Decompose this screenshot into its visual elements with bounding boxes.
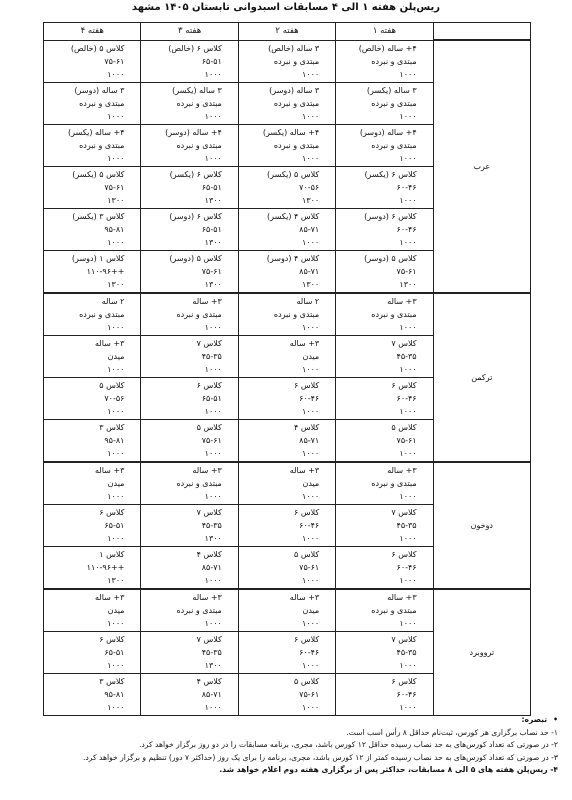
race-category: ۳+ ساله [289, 465, 320, 475]
race-category: کلاس ۶ [294, 507, 320, 517]
race-distance: ۱۰۰۰ [204, 702, 222, 712]
race-distance: ۱۰۰۰ [204, 491, 222, 501]
race-cell [336, 82, 433, 124]
race-distance: ۱۳۰۰ [204, 279, 222, 289]
race-rating: مبتدی و نبرده [176, 98, 222, 108]
race-category: کلاس ۳ (یکسر) [72, 211, 125, 221]
table-row [44, 589, 531, 632]
race-category: ۳+ ساله [192, 592, 222, 602]
race-distance: ۱۳۰۰ [204, 195, 222, 205]
race-cell [44, 124, 141, 166]
race-rating: ۶۰-۴۶ [299, 647, 320, 657]
race-distance: ۱۰۰۰ [107, 237, 125, 247]
race-cell [336, 631, 433, 673]
race-category: ۴+ ساله (یکسر) [262, 127, 320, 137]
race-category: ۳ ساله (خالص) [268, 43, 320, 53]
race-category: کلاس ۴ (یکسر) [267, 211, 320, 221]
race-category: کلاس ۶ [391, 676, 417, 686]
bullet-icon: • [553, 715, 558, 724]
notes-section [12, 714, 558, 777]
race-category: کلاس ۵ (یکسر) [267, 169, 320, 179]
race-cell [336, 462, 433, 505]
race-cell [141, 335, 238, 377]
race-distance: ۱۰۰۰ [302, 702, 320, 712]
race-category: ۳+ ساله [289, 592, 320, 602]
race-distance: ۱۰۰۰ [107, 111, 125, 121]
race-rating: ۶۰-۴۶ [299, 393, 320, 403]
race-cell [238, 208, 335, 250]
race-rating: میدن [107, 605, 125, 615]
race-category: ۳+ ساله [95, 338, 125, 348]
race-rating: ۶۰-۴۶ [396, 562, 417, 572]
race-cell [44, 631, 141, 673]
week-3-header: هفته ۳ [141, 23, 238, 41]
race-rating: ۸۵-۷۱ [201, 562, 222, 572]
race-cell [141, 82, 238, 124]
race-cell [141, 250, 238, 293]
race-cell [44, 82, 141, 124]
race-rating: مبتدی و نبرده [79, 140, 125, 150]
race-distance: ۱۰۰۰ [399, 448, 417, 458]
race-category: ۳ ساله (یکسر) [172, 85, 222, 95]
note-line-4: ۴- ریس‌پلن هفته های ۵ الی ۸ مسابقات، حداکثر پس از برگزاری هفته دوم اعلام خواهد شد. [219, 765, 558, 774]
race-category: کلاس ۶ (دوسر) [169, 211, 222, 221]
race-distance: ۱۰۰۰ [399, 575, 417, 585]
race-category: کلاس ۷ [196, 507, 222, 517]
race-category: ۳+ ساله [95, 465, 125, 475]
race-category: ۴+ ساله (خالص) [358, 43, 417, 53]
race-distance: ۱۰۰۰ [204, 618, 222, 628]
race-distance: ۱۳۰۰ [107, 575, 125, 585]
race-rating: مبتدی و نبرده [371, 309, 417, 319]
race-cell [44, 293, 141, 336]
race-cell [336, 504, 433, 546]
race-cell [238, 166, 335, 208]
race-category: کلاس ۶ [391, 380, 417, 390]
race-distance: ۱۰۰۰ [204, 69, 222, 79]
race-distance: ۱۰۰۰ [302, 448, 320, 458]
race-distance: ۱۰۰۰ [399, 618, 417, 628]
week-2-header: هفته ۲ [238, 23, 335, 41]
race-distance: ۱۳۰۰ [204, 660, 222, 670]
race-distance: ۱۰۰۰ [302, 153, 320, 163]
race-category: ۳+ ساله [387, 296, 417, 306]
race-rating: ۹۵-۸۱ [104, 224, 125, 234]
race-category: کلاس ۱ (دوسر) [71, 253, 125, 263]
race-rating: مبتدی و نبرده [273, 56, 320, 66]
race-distance: ۱۰۰۰ [399, 702, 417, 712]
race-category: کلاس ۵ (خالص) [70, 43, 125, 53]
race-distance: ۱۰۰۰ [302, 364, 320, 374]
race-category: کلاس ۵ (دوسر) [364, 253, 417, 263]
notes-heading-text: تبصره: [521, 715, 548, 724]
race-cell [336, 673, 433, 715]
race-cell [141, 631, 238, 673]
race-distance: ۱۰۰۰ [399, 69, 417, 79]
race-rating: ۸۵-۷۱ [299, 435, 320, 445]
race-category: کلاس ۵ [294, 676, 320, 686]
race-cell [336, 208, 433, 250]
race-distance: ۱۰۰۰ [204, 406, 222, 416]
race-distance: ۱۰۰۰ [107, 69, 125, 79]
race-rating: مبتدی و نبرده [371, 605, 417, 615]
race-cell [238, 631, 335, 673]
race-rating: میدن [107, 351, 125, 361]
race-cell [44, 546, 141, 589]
race-distance: ۱۰۰۰ [399, 111, 417, 121]
race-cell [238, 293, 335, 336]
race-category: کلاس ۳ [99, 676, 125, 686]
race-cell [238, 462, 335, 505]
race-cell [141, 546, 238, 589]
breed-label: ترووبرد [433, 589, 530, 716]
race-category: ۳+ ساله [289, 338, 320, 348]
race-category: کلاس ۶ (دوسر) [364, 211, 417, 221]
race-rating: میدن [302, 605, 320, 615]
race-distance: ۱۰۰۰ [204, 448, 222, 458]
race-category: کلاس ۷ [391, 507, 417, 517]
race-distance: ۱۰۰۰ [399, 153, 417, 163]
race-cell [238, 504, 335, 546]
race-distance: ۱۳۰۰ [204, 237, 222, 247]
race-cell [238, 335, 335, 377]
race-distance: ۱۰۰۰ [107, 364, 125, 374]
race-category: کلاس ۶ [294, 380, 320, 390]
table-row [44, 40, 531, 82]
race-rating: ۴۵-۳۵ [201, 351, 222, 361]
race-category: کلاس ۶ [196, 380, 222, 390]
race-cell [336, 124, 433, 166]
race-cell [141, 208, 238, 250]
race-cell [141, 589, 238, 632]
race-rating: ۴۵-۳۵ [396, 647, 417, 657]
race-category: کلاس ۶ [99, 507, 125, 517]
race-distance: ۱۰۰۰ [399, 237, 417, 247]
race-rating: مبتدی و نبرده [176, 309, 222, 319]
breed-label: عرب [433, 40, 530, 293]
race-distance: ۱۰۰۰ [107, 491, 125, 501]
race-cell [141, 124, 238, 166]
race-rating: ۸۵-۷۱ [201, 689, 222, 699]
race-distance: ۱۰۰۰ [399, 406, 417, 416]
race-rating: ۷۰-۵۶ [104, 393, 125, 403]
race-cell [44, 462, 141, 505]
race-rating: مبتدی و نبرده [79, 309, 125, 319]
race-cell [336, 40, 433, 82]
page-title: ریس‌پلن هفته ۱ الی ۴ مسابقات اسبدوانی تابستان ۱۴۰۵ مشهد [131, 2, 441, 13]
race-rating: ۶۰-۴۶ [396, 182, 417, 192]
race-category: ۳+ ساله [95, 592, 125, 602]
race-category: کلاس ۶ (خالص) [168, 43, 222, 53]
note-line-3: ۳- در صورتی که تعداد کورس‌های به حد نصاب رسیده کمتر از ۱۲ کورس باشد، مجری، برنامه را برای یک روز (حداکثر ۷ دور) تنظیم و برگزار خواهد کرد. [82, 752, 558, 762]
race-distance: ۱۰۰۰ [107, 406, 125, 416]
race-rating: مبتدی و نبرده [79, 98, 125, 108]
race-distance: ۱۰۰۰ [302, 660, 320, 670]
race-distance: ۱۰۰۰ [204, 153, 222, 163]
race-category: کلاس ۶ (یکسر) [169, 169, 222, 179]
race-category: ۳ ساله (دوسر) [269, 85, 320, 95]
race-rating: ۶۰-۴۶ [396, 689, 417, 699]
race-rating: میدن [302, 351, 320, 361]
race-cell [336, 589, 433, 632]
race-rating: ۶۰-۴۶ [396, 224, 417, 234]
race-distance: ۱۰۰۰ [107, 153, 125, 163]
note-line-2: ۲- در صورتی که تعداد کورس‌های به حد نصاب رسیده حداقل ۱۲ کورس باشد، مجری، برنامه مسابقات را در دو روز برگزار خواهد کرد. [139, 740, 558, 749]
race-distance: ۱۰۰۰ [302, 618, 320, 628]
race-cell [141, 40, 238, 82]
race-cell [44, 335, 141, 377]
race-distance: ۱۰۰۰ [107, 322, 125, 332]
race-rating: مبتدی و نبرده [371, 478, 417, 488]
race-cell [141, 293, 238, 336]
race-distance: ۱۰۰۰ [107, 618, 125, 628]
race-rating: ۸۵-۷۱ [299, 266, 320, 276]
race-category: کلاس ۶ [294, 634, 320, 644]
race-category: ۲ ساله [296, 296, 320, 306]
race-category: کلاس ۵ [294, 549, 320, 559]
race-rating: ۷۰-۵۶ [299, 182, 320, 192]
race-rating: ۴۵-۳۵ [396, 520, 417, 530]
race-rating: ۹۵-۸۱ [104, 689, 125, 699]
race-rating: ۴۵-۳۵ [396, 351, 417, 361]
race-cell [336, 293, 433, 336]
race-rating: میدن [107, 478, 125, 488]
race-distance: ۱۰۰۰ [399, 491, 417, 501]
race-rating: مبتدی و نبرده [371, 98, 417, 108]
race-cell [336, 335, 433, 377]
race-rating: ۷۵-۶۱ [299, 562, 320, 572]
race-distance: ۱۳۰۰ [399, 279, 417, 289]
race-category: ۴+ ساله (دوسر) [359, 127, 417, 137]
race-rating: ۷۵-۶۱ [201, 266, 222, 276]
race-rating: ۷۵-۶۱ [104, 182, 125, 192]
race-rating: ۷۵-۶۱ [201, 435, 222, 445]
race-distance: ۱۰۰۰ [204, 575, 222, 585]
race-rating: ۸۵-۷۱ [299, 224, 320, 234]
race-rating: مبتدی و نبرده [371, 140, 417, 150]
race-cell [141, 166, 238, 208]
race-category: کلاس ۴ [294, 422, 320, 432]
race-distance: ۱۰۰۰ [399, 195, 417, 205]
race-category: ۳+ ساله [387, 465, 417, 475]
race-cell [44, 166, 141, 208]
race-category: کلاس ۷ [196, 634, 222, 644]
race-category: کلاس ۷ [196, 338, 222, 348]
race-rating: ۶۵-۵۱ [201, 56, 222, 66]
race-rating: ۶۵-۵۱ [104, 520, 125, 530]
race-rating: مبتدی و نبرده [273, 309, 320, 319]
race-distance: ۱۰۰۰ [107, 702, 125, 712]
race-rating: ۷۵-۶۱ [104, 56, 125, 66]
breed-label: دوخون [433, 462, 530, 589]
race-distance: ۱۳۰۰ [107, 279, 125, 289]
race-cell [141, 419, 238, 462]
race-distance: ۱۰۰۰ [302, 406, 320, 416]
breed-column-header [433, 23, 530, 41]
race-rating: ۷۵-۶۱ [396, 266, 417, 276]
race-category: کلاس ۵ (دوسر) [169, 253, 222, 263]
header-row [44, 23, 531, 41]
race-distance: ۱۰۰۰ [399, 660, 417, 670]
race-category: کلاس ۴ (دوسر) [266, 253, 320, 263]
race-cell [336, 419, 433, 462]
race-rating: ۶۵-۵۱ [104, 647, 125, 657]
race-rating: مبتدی و نبرده [273, 140, 320, 150]
table-row [44, 462, 531, 505]
race-distance: ۱۰۰۰ [399, 364, 417, 374]
race-cell [238, 82, 335, 124]
race-rating: ۶۵-۵۱ [201, 224, 222, 234]
race-cell [238, 589, 335, 632]
race-category: کلاس ۵ [99, 380, 125, 390]
race-category: کلاس ۷ [391, 338, 417, 348]
note-line-1: ۱- حد نصاب برگزاری هر کورس، ثبت‌نام حداقل ۸ رأس اسب است. [346, 727, 558, 737]
race-category: کلاس ۶ [391, 549, 417, 559]
race-category: ۲ ساله [101, 296, 125, 306]
race-distance: ۱۰۰۰ [302, 237, 320, 247]
race-category: کلاس ۴ [196, 676, 222, 686]
race-distance: ۱۰۰۰ [107, 660, 125, 670]
race-category: ۳+ ساله [192, 296, 222, 306]
race-cell [336, 166, 433, 208]
race-rating: ۶۰-۴۶ [299, 520, 320, 530]
race-cell [44, 419, 141, 462]
race-cell [238, 124, 335, 166]
race-cell [336, 250, 433, 293]
race-cell [141, 504, 238, 546]
race-distance: ۱۰۰۰ [302, 575, 320, 585]
week-1-header: هفته ۱ [336, 23, 433, 41]
race-distance: ۱۳۰۰ [204, 533, 222, 543]
race-rating: مبتدی و نبرده [176, 605, 222, 615]
race-distance: ۱۰۰۰ [302, 111, 320, 121]
race-cell [44, 504, 141, 546]
race-cell [238, 40, 335, 82]
race-distance: ۱۳۰۰ [302, 195, 320, 205]
race-rating: مبتدی و نبرده [273, 98, 320, 108]
race-distance: ۱۰۰۰ [204, 322, 222, 332]
race-cell [141, 673, 238, 715]
race-distance: ۱۰۰۰ [302, 533, 320, 543]
race-category: ۴+ ساله (یکسر) [68, 127, 125, 137]
race-category: کلاس ۶ [99, 634, 125, 644]
race-distance: ۱۳۰۰ [107, 195, 125, 205]
race-rating: ۹۵-۸۱ [104, 435, 125, 445]
race-cell [238, 377, 335, 419]
race-category: ۳+ ساله [387, 592, 417, 602]
week-4-header: هفته ۴ [44, 23, 141, 41]
breed-label: ترکمن [433, 293, 530, 462]
race-category: ۳ ساله (یکسر) [366, 85, 417, 95]
race-rating: ۶۰-۴۶ [396, 393, 417, 403]
race-rating: ++۱۱۰-۹۶ [86, 266, 125, 276]
race-category: کلاس ۵ [196, 422, 222, 432]
race-cell [336, 546, 433, 589]
race-cell [238, 546, 335, 589]
race-distance: ۱۰۰۰ [399, 322, 417, 332]
race-category: ۳+ ساله [192, 465, 222, 475]
race-rating: ۶۵-۵۱ [201, 182, 222, 192]
race-category: ۳ ساله (دوسر) [74, 85, 125, 95]
race-category: کلاس ۳ [99, 422, 125, 432]
race-cell [141, 377, 238, 419]
race-cell [238, 419, 335, 462]
race-rating: ۷۵-۶۱ [396, 435, 417, 445]
race-distance: ۱۰۰۰ [204, 111, 222, 121]
race-plan-table [43, 22, 531, 716]
race-cell [141, 462, 238, 505]
race-distance: ۱۰۰۰ [302, 69, 320, 79]
race-rating: مبتدی و نبرده [176, 478, 222, 488]
race-cell [44, 589, 141, 632]
race-category: کلاس ۶ (یکسر) [364, 169, 417, 179]
race-rating: ۴۵-۳۵ [201, 647, 222, 657]
race-distance: ۱۰۰۰ [107, 533, 125, 543]
race-distance: ۱۰۰۰ [399, 533, 417, 543]
race-rating: مبتدی و نبرده [371, 56, 417, 66]
race-rating: میدن [302, 478, 320, 488]
race-cell [238, 673, 335, 715]
race-rating: ۴۵-۳۵ [201, 520, 222, 530]
race-cell [238, 250, 335, 293]
race-category: کلاس ۱ [99, 549, 125, 559]
race-category: کلاس ۵ [391, 422, 417, 432]
race-cell [44, 250, 141, 293]
table-row [44, 293, 531, 336]
race-cell [44, 673, 141, 715]
race-distance: ۱۰۰۰ [204, 364, 222, 374]
race-rating: ۶۵-۵۱ [201, 393, 222, 403]
race-category: کلاس ۵ (یکسر) [72, 169, 125, 179]
race-category: کلاس ۴ [196, 549, 222, 559]
notes-heading [12, 714, 558, 727]
race-cell [336, 377, 433, 419]
race-category: کلاس ۷ [391, 634, 417, 644]
race-rating: مبتدی و نبرده [176, 140, 222, 150]
race-category: ۴+ ساله (دوسر) [165, 127, 222, 137]
race-rating: ۷۵-۶۱ [299, 689, 320, 699]
race-cell [44, 40, 141, 82]
race-cell [44, 377, 141, 419]
race-distance: ۱۳۰۰ [302, 279, 320, 289]
race-rating: ++۱۱۰-۹۶ [86, 562, 125, 572]
race-distance: ۱۰۰۰ [107, 448, 125, 458]
race-distance: ۱۰۰۰ [302, 322, 320, 332]
race-cell [44, 208, 141, 250]
race-distance: ۱۰۰۰ [302, 491, 320, 501]
